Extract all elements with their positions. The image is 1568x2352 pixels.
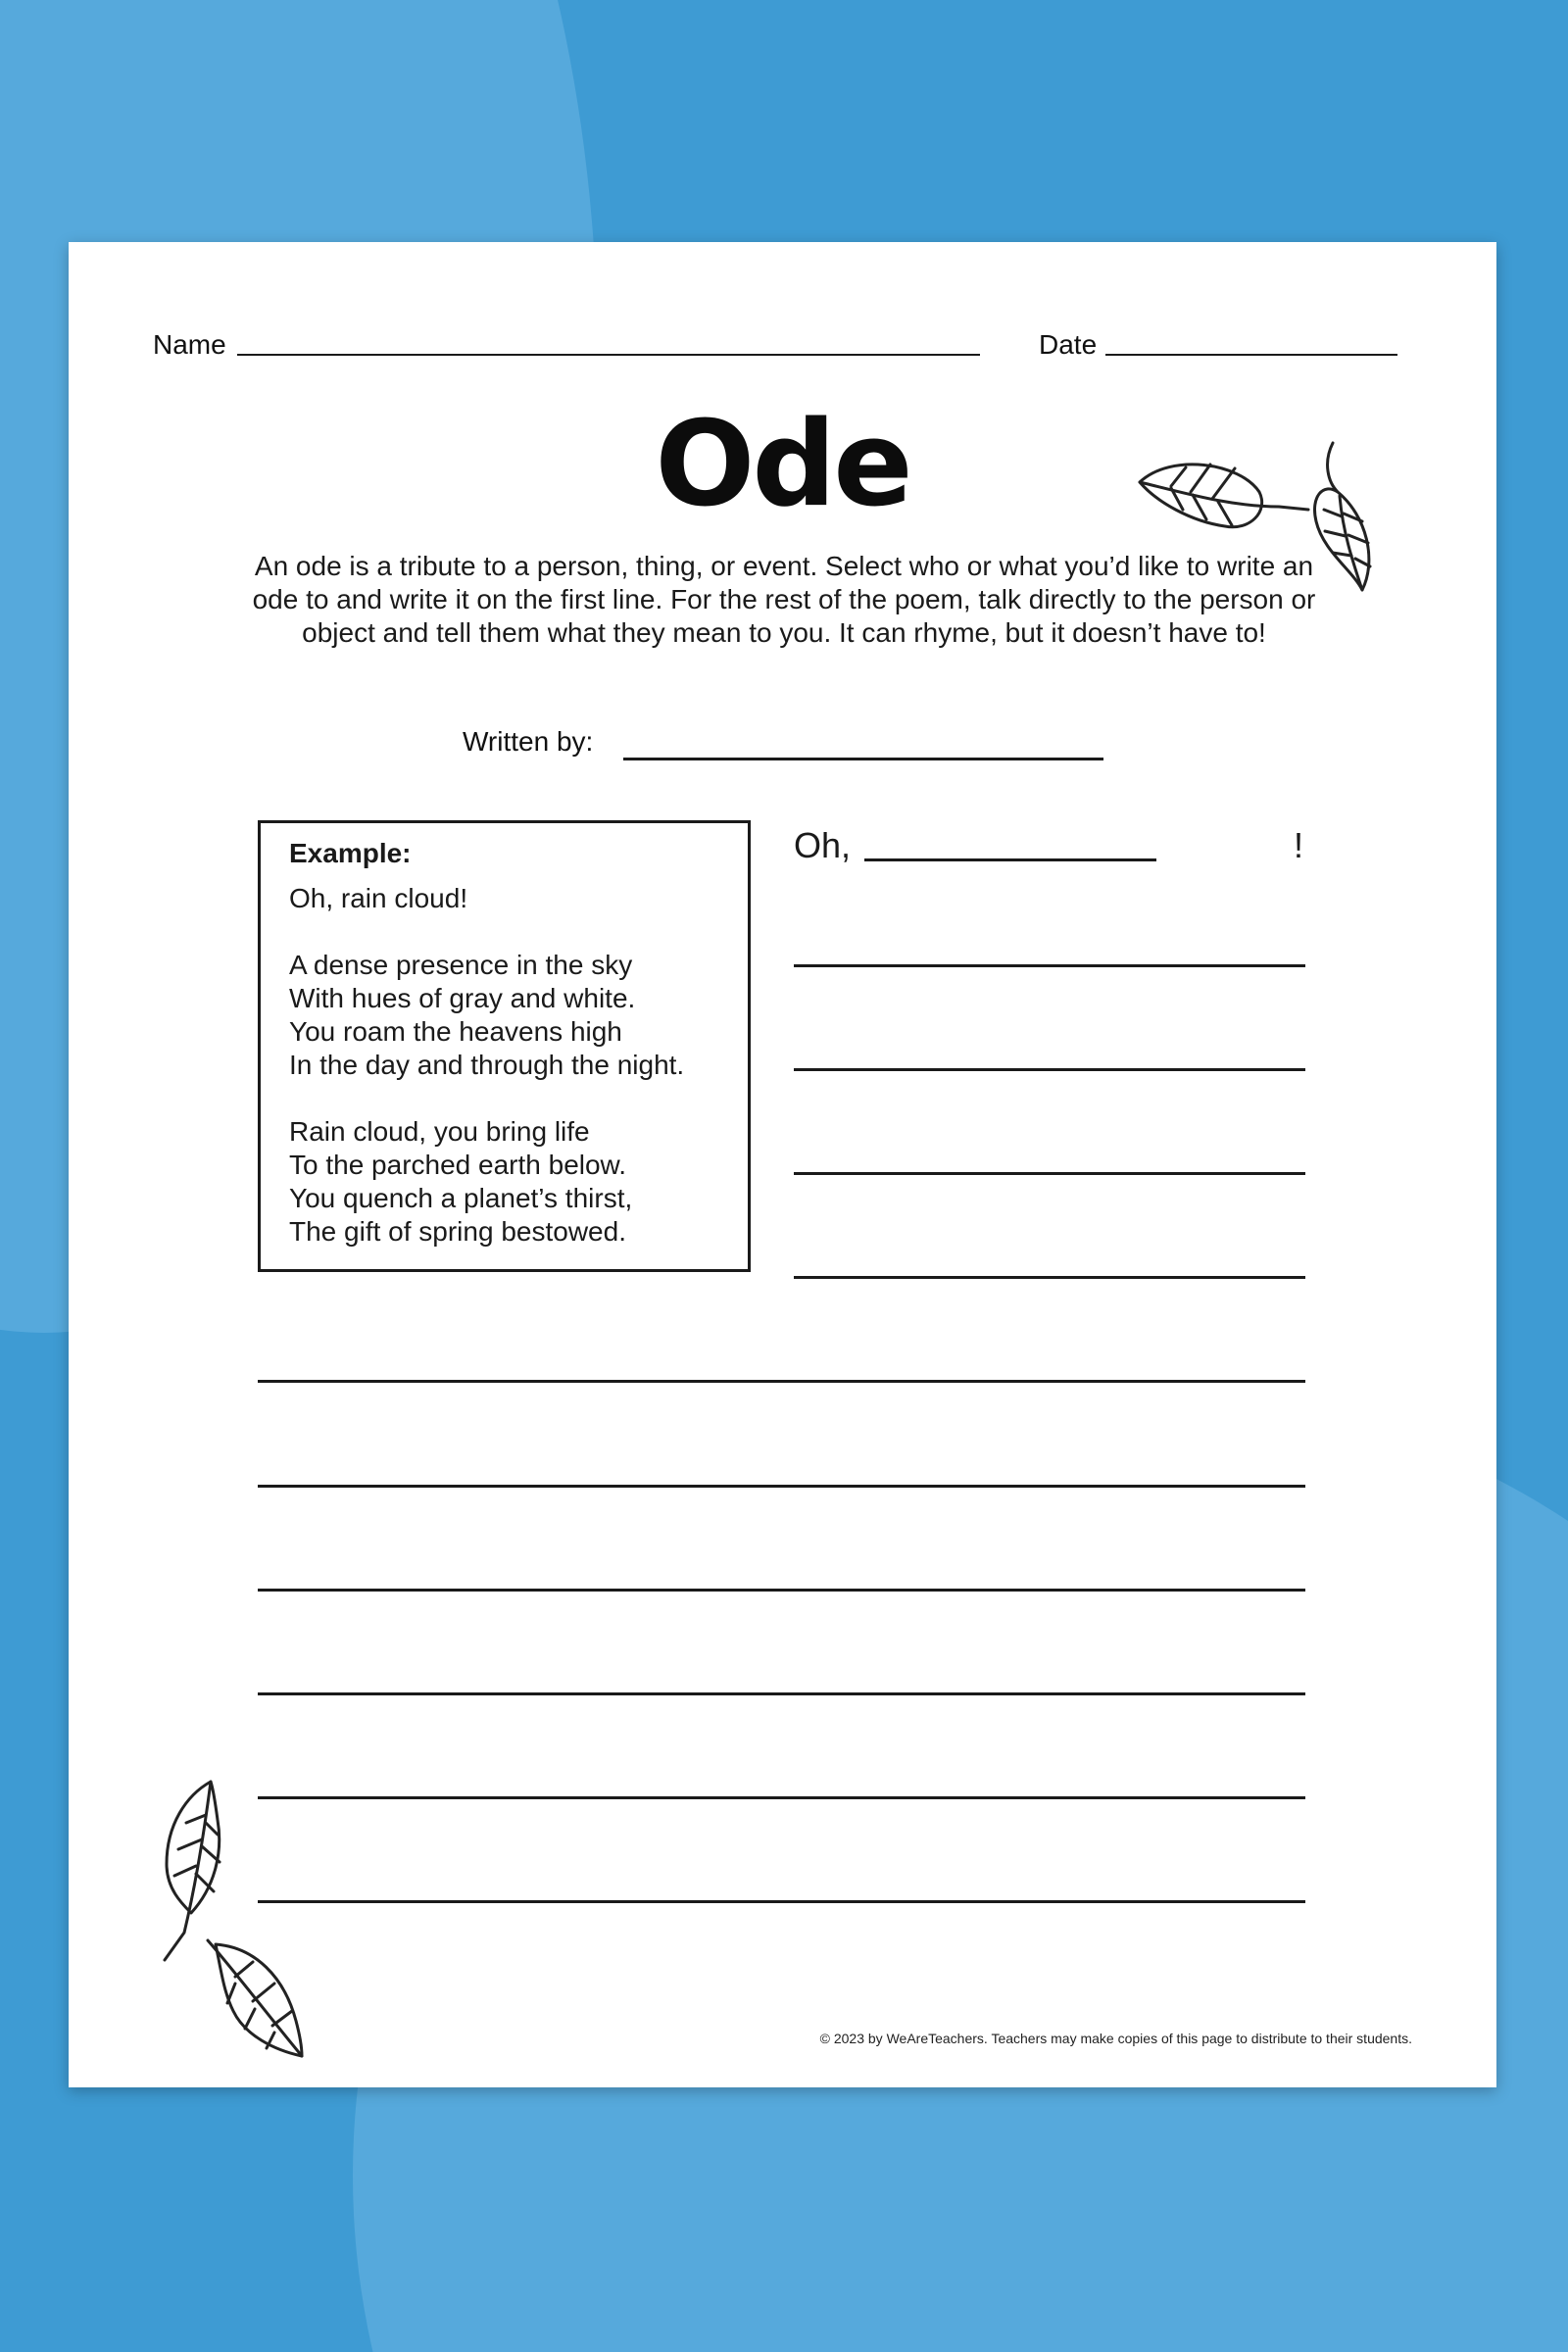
example-line: Rain cloud, you bring life [289, 1116, 590, 1147]
date-line[interactable] [1105, 354, 1397, 356]
copyright-footer: © 2023 by WeAreTeachers. Teachers may make copies of this page to distribute to their students. [819, 2031, 1412, 2046]
name-line[interactable] [237, 354, 980, 356]
writing-line[interactable] [258, 1380, 1305, 1383]
example-line: In the day and through the night. [289, 1050, 685, 1080]
example-line: You roam the heavens high [289, 1016, 622, 1047]
leaf-icon [1132, 423, 1387, 619]
writing-line[interactable] [258, 1692, 1305, 1695]
date-label: Date [1039, 329, 1098, 360]
writing-line[interactable] [258, 1796, 1305, 1799]
writing-line[interactable] [794, 964, 1305, 967]
writing-line[interactable] [258, 1485, 1305, 1488]
example-line: To the parched earth below. [289, 1150, 627, 1180]
example-line: With hues of gray and white. [289, 983, 636, 1013]
example-heading: Example: [289, 838, 412, 868]
leaf-icon [137, 1776, 314, 2060]
instructions-text: An ode is a tribute to a person, thing, or event. Select who or what you’d like to write an ode to and write it on the first line. For the rest of the poem, talk directly to the person or object and tell them what they mean to you. It can rhyme, but it doesn’t have to! [252, 551, 1316, 648]
example-line: You quench a planet’s thirst, [289, 1183, 633, 1213]
written-by-label: Written by: [463, 726, 594, 757]
oh-suffix: ! [1294, 825, 1304, 865]
written-by-line[interactable] [623, 758, 1103, 760]
writing-line[interactable] [794, 1276, 1305, 1279]
example-line: A dense presence in the sky [289, 950, 633, 980]
example-box [258, 820, 751, 1272]
writing-line[interactable] [258, 1900, 1305, 1903]
writing-line[interactable] [794, 1068, 1305, 1071]
example-first-line: Oh, rain cloud! [289, 883, 468, 913]
ode-subject-line[interactable] [864, 858, 1156, 861]
name-label: Name [153, 329, 226, 360]
worksheet-page [69, 242, 1496, 2087]
oh-prefix: Oh, [794, 825, 852, 865]
writing-line[interactable] [794, 1172, 1305, 1175]
writing-line[interactable] [258, 1589, 1305, 1592]
page-title: Ode [655, 397, 910, 533]
example-line: The gift of spring bestowed. [289, 1216, 626, 1247]
